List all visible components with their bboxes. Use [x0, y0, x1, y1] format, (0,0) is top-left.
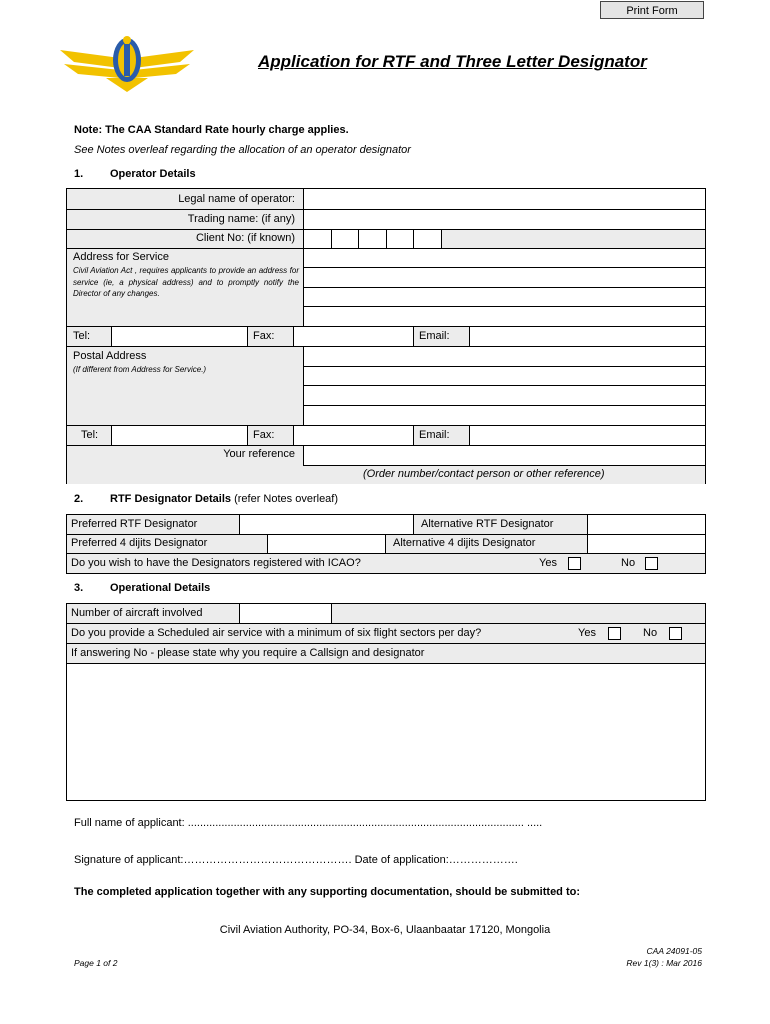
scheduled-yes-label: Yes	[578, 627, 596, 639]
scheduled-question: Do you provide a Scheduled air service with a minimum of six flight sectors per day?	[71, 627, 482, 639]
rtf-designator-table	[66, 514, 706, 574]
alt-4-label: Alternative 4 dijits Designator	[393, 537, 536, 549]
postal-address-input[interactable]	[305, 347, 703, 424]
submission-address: Civil Aviation Authority, PO-34, Box-6, Ulaanbaatar 17120, Mongolia	[219, 924, 551, 936]
alt-rtf-input[interactable]	[589, 516, 703, 533]
your-reference-input[interactable]	[305, 446, 703, 464]
reference-note: (Order number/contact person or other reference)	[363, 468, 605, 480]
revision: Rev 1(3) : Mar 2016	[626, 958, 702, 968]
submit-note: The completed application together with any supporting documentation, should be submitted to:	[74, 886, 581, 898]
rate-note: Note: The CAA Standard Rate hourly charge applies.	[74, 124, 349, 136]
alt-rtf-label: Alternative RTF Designator	[421, 518, 554, 530]
form-code: CAA 24091-05	[646, 946, 702, 956]
icao-no-label: No	[621, 557, 636, 569]
legal-name-label: Legal name of operator:	[178, 193, 295, 205]
trading-name-input[interactable]	[305, 210, 703, 228]
print-form-button[interactable]: Print Form	[600, 1, 704, 19]
tel-label: Tel:	[73, 330, 91, 342]
fax-input[interactable]	[295, 327, 412, 345]
icao-question: Do you wish to have the Designators registered with ICAO?	[71, 557, 361, 569]
icao-yes-label: Yes	[539, 557, 557, 569]
scheduled-no-label: No	[643, 627, 658, 639]
address-service-note: Civil Aviation Act , requires applicants to provide an address for service (ie, a physical address) and to promptly notify the Director of any changes.	[73, 266, 299, 298]
email-input[interactable]	[471, 327, 703, 345]
postal-address-label: Postal Address	[73, 350, 147, 362]
signature-line[interactable]: Signature of applicant:………………………………………. Date of application:……………….	[74, 854, 518, 866]
operator-details-table	[66, 188, 706, 484]
tel2-label: Tel:	[81, 429, 99, 441]
email2-input[interactable]	[471, 426, 703, 444]
aircraft-label: Number of aircraft involved	[71, 607, 203, 619]
fax2-input[interactable]	[295, 426, 412, 444]
email2-label: Email:	[419, 429, 450, 441]
alt-4-input[interactable]	[589, 535, 703, 552]
trading-name-label: Trading name: (if any)	[187, 213, 295, 225]
section3-number: 3.	[74, 582, 84, 594]
aircraft-input[interactable]	[241, 605, 330, 622]
icao-no-checkbox[interactable]	[645, 557, 658, 570]
pref-4-input[interactable]	[269, 535, 384, 552]
email-label: Email:	[419, 330, 450, 342]
icao-yes-checkbox[interactable]	[568, 557, 581, 570]
designator-note: See Notes overleaf regarding the allocation of an operator designator	[74, 144, 411, 156]
pref-rtf-input[interactable]	[241, 516, 411, 533]
aircraft-blank-shade	[331, 604, 705, 623]
section2-title-note: (refer Notes overleaf)	[234, 493, 339, 505]
section1-number: 1.	[74, 168, 84, 180]
scheduled-no-checkbox[interactable]	[669, 627, 682, 640]
address-service-label: Address for Service	[73, 251, 169, 263]
your-reference-label: Your reference	[223, 448, 295, 460]
scheduled-yes-checkbox[interactable]	[608, 627, 621, 640]
fax-label: Fax:	[253, 330, 275, 342]
section2-number: 2.	[74, 493, 84, 505]
legal-name-input[interactable]	[305, 190, 703, 208]
section1-title: Operator Details	[110, 168, 196, 180]
client-no-label: Client No: (if known)	[195, 232, 295, 244]
pref-4-label: Preferred 4 dijits Designator	[71, 537, 208, 549]
section2-title: RTF Designator Details	[110, 493, 232, 505]
tel2-input[interactable]	[113, 426, 246, 444]
tel-input[interactable]	[113, 327, 246, 345]
section2-heading	[110, 493, 338, 505]
client-no-input[interactable]	[305, 230, 441, 247]
address-service-input[interactable]	[305, 249, 703, 325]
operational-details-table	[66, 603, 706, 801]
form-title: Application for RTF and Three Letter Designator	[258, 52, 647, 71]
section3-title: Operational Details	[110, 582, 211, 594]
fax2-label: Fax:	[253, 429, 275, 441]
page-number: Page 1 of 2	[74, 958, 118, 968]
postal-address-note: (If different from Address for Service.)	[73, 365, 207, 374]
reason-textarea[interactable]	[68, 664, 704, 800]
client-no-shade	[441, 229, 705, 248]
caa-logo	[60, 32, 194, 94]
full-name-line[interactable]: Full name of applicant: .............................................................................................................. .....	[74, 817, 543, 829]
if-no-label: If answering No - please state why you require a Callsign and designator	[71, 647, 425, 659]
pref-rtf-label: Preferred RTF Designator	[71, 518, 198, 530]
